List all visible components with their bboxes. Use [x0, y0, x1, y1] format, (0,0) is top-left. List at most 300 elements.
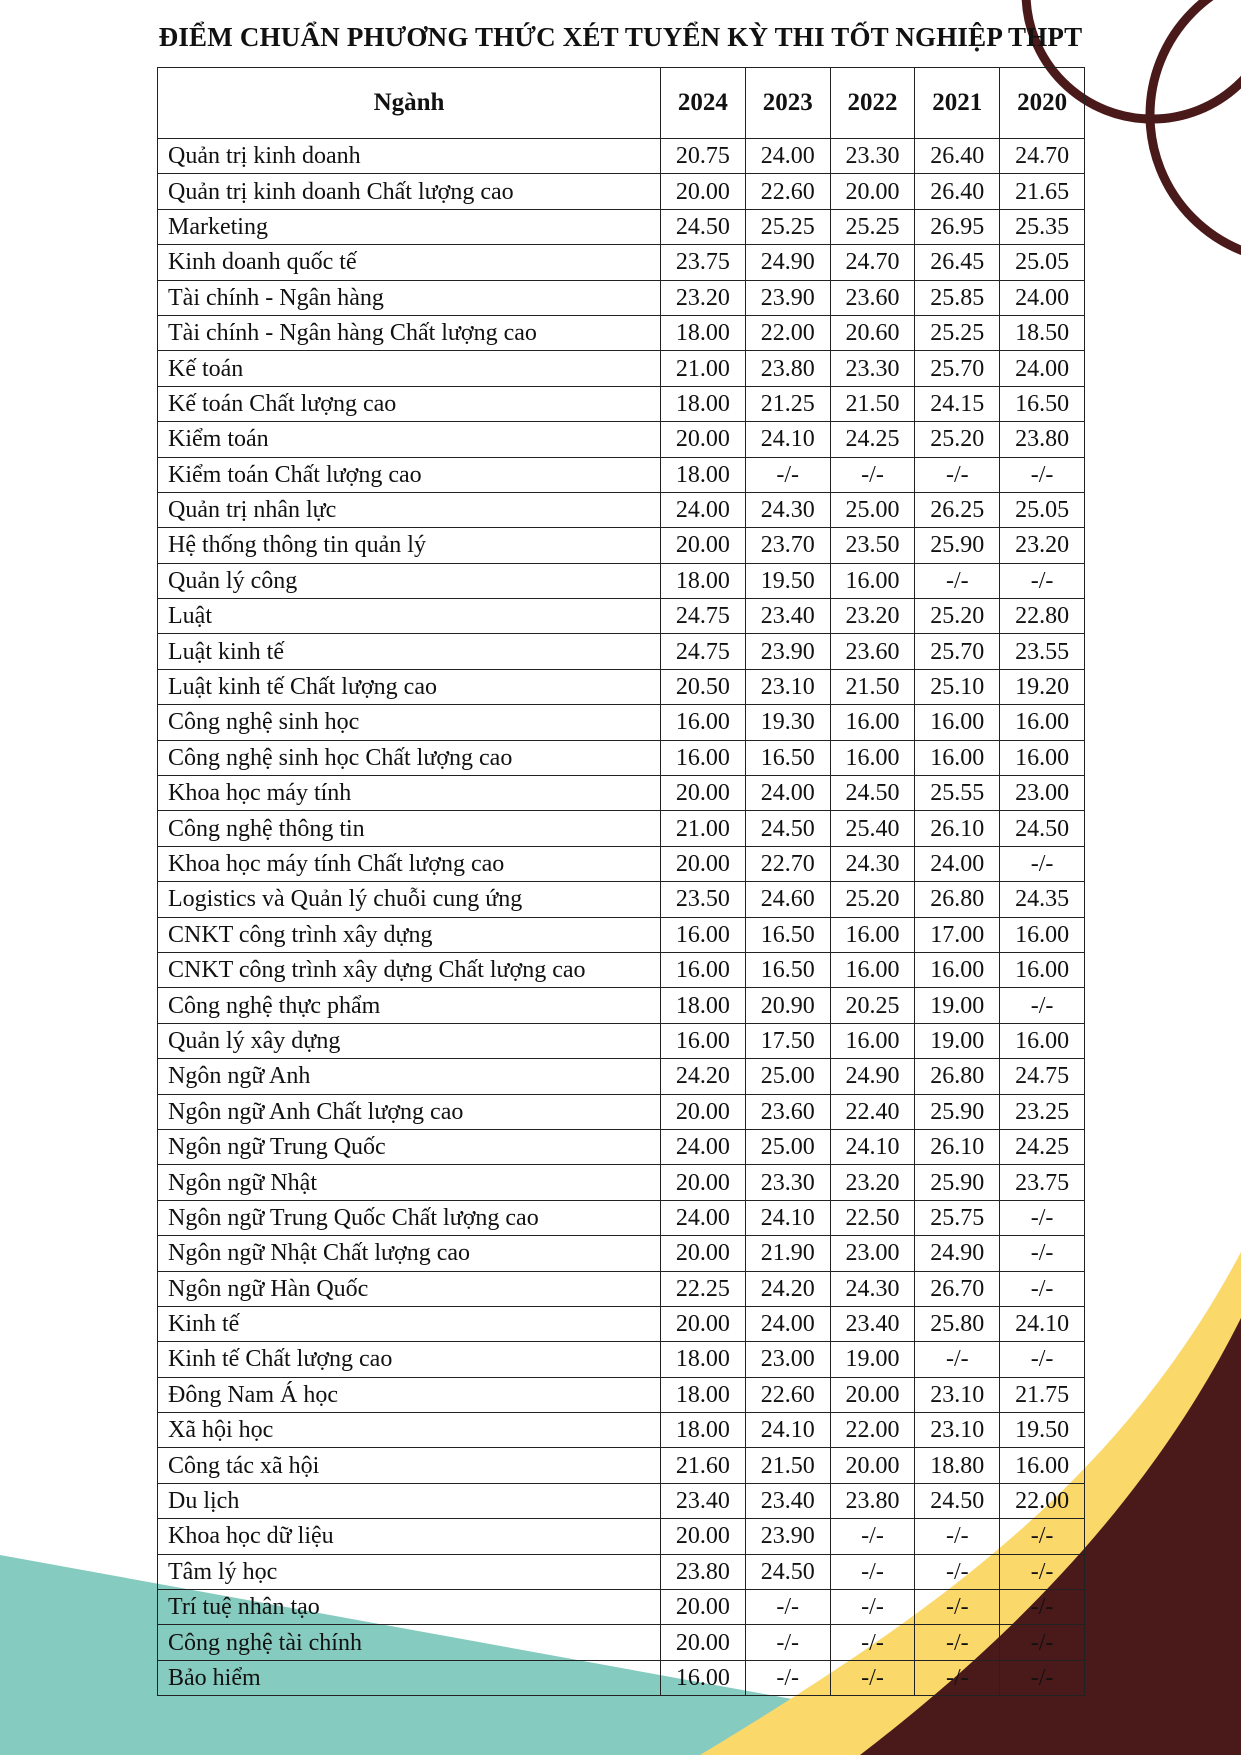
- score-cell: 18.80: [915, 1448, 1000, 1483]
- header-year: 2024: [661, 68, 746, 139]
- major-name-cell: Ngôn ngữ Anh: [158, 1059, 661, 1094]
- score-cell: 16.00: [1000, 1023, 1085, 1058]
- score-cell: 20.75: [661, 139, 746, 174]
- score-cell: 23.20: [830, 599, 915, 634]
- score-cell: 24.50: [745, 1554, 830, 1589]
- table-header-row: [158, 68, 1085, 139]
- major-name-cell: Quản lý xây dựng: [158, 1023, 661, 1058]
- score-cell: 26.25: [915, 492, 1000, 527]
- major-name-cell: Tài chính - Ngân hàng Chất lượng cao: [158, 315, 661, 350]
- score-cell: 23.50: [661, 882, 746, 917]
- score-cell: -/-: [1000, 1271, 1085, 1306]
- score-cell: 23.10: [915, 1377, 1000, 1412]
- score-cell: 24.15: [915, 386, 1000, 421]
- score-cell: 16.00: [915, 952, 1000, 987]
- table-row: [158, 386, 1085, 421]
- score-cell: 23.40: [745, 599, 830, 634]
- score-cell: 20.00: [661, 174, 746, 209]
- score-cell: 22.60: [745, 1377, 830, 1412]
- major-name-cell: Công nghệ sinh học Chất lượng cao: [158, 740, 661, 775]
- score-cell: 23.60: [745, 1094, 830, 1129]
- score-cell: 25.00: [745, 1129, 830, 1164]
- major-name-cell: Công nghệ thông tin: [158, 811, 661, 846]
- score-cell: 18.00: [661, 988, 746, 1023]
- score-cell: 24.10: [745, 422, 830, 457]
- score-cell: -/-: [1000, 1200, 1085, 1235]
- score-cell: 21.60: [661, 1448, 746, 1483]
- score-cell: 23.40: [830, 1306, 915, 1341]
- score-cell: 24.20: [745, 1271, 830, 1306]
- score-cell: 24.50: [745, 811, 830, 846]
- score-cell: 24.25: [830, 422, 915, 457]
- score-cell: 21.75: [1000, 1377, 1085, 1412]
- score-cell: 20.00: [661, 1590, 746, 1625]
- table-row: [158, 174, 1085, 209]
- table-row: [158, 245, 1085, 280]
- score-cell: -/-: [1000, 1342, 1085, 1377]
- score-cell: 24.00: [745, 1306, 830, 1341]
- score-cell: 20.00: [661, 1094, 746, 1129]
- score-cell: 24.00: [1000, 351, 1085, 386]
- score-cell: 19.00: [915, 1023, 1000, 1058]
- score-cell: 16.00: [830, 740, 915, 775]
- score-cell: 24.75: [661, 634, 746, 669]
- major-name-cell: Kinh tế: [158, 1306, 661, 1341]
- major-name-cell: Công nghệ tài chính: [158, 1625, 661, 1660]
- score-cell: 18.00: [661, 1413, 746, 1448]
- score-cell: 26.10: [915, 1129, 1000, 1164]
- score-cell: 21.25: [745, 386, 830, 421]
- score-cell: 20.00: [661, 528, 746, 563]
- score-cell: -/-: [830, 1554, 915, 1589]
- score-cell: 25.90: [915, 528, 1000, 563]
- table-row: [158, 1625, 1085, 1660]
- score-cell: -/-: [830, 1519, 915, 1554]
- table-row: [158, 422, 1085, 457]
- score-cell: 20.00: [661, 1165, 746, 1200]
- major-name-cell: Quản trị kinh doanh Chất lượng cao: [158, 174, 661, 209]
- score-cell: 20.00: [830, 1448, 915, 1483]
- table-row: [158, 634, 1085, 669]
- score-cell: 25.25: [745, 209, 830, 244]
- score-cell: 19.00: [915, 988, 1000, 1023]
- major-name-cell: Bảo hiểm: [158, 1660, 661, 1695]
- score-cell: -/-: [745, 1625, 830, 1660]
- score-cell: 21.90: [745, 1236, 830, 1271]
- major-name-cell: Quản lý công: [158, 563, 661, 598]
- score-cell: 20.90: [745, 988, 830, 1023]
- score-cell: 24.30: [830, 846, 915, 881]
- table-row: [158, 1059, 1085, 1094]
- score-cell: 16.00: [1000, 917, 1085, 952]
- score-cell: -/-: [1000, 457, 1085, 492]
- score-cell: 24.50: [830, 776, 915, 811]
- score-cell: 20.60: [830, 315, 915, 350]
- score-cell: 26.40: [915, 139, 1000, 174]
- score-cell: 25.05: [1000, 492, 1085, 527]
- score-cell: 23.00: [1000, 776, 1085, 811]
- score-cell: 25.40: [830, 811, 915, 846]
- score-cell: 18.00: [661, 563, 746, 598]
- score-cell: 23.75: [661, 245, 746, 280]
- table-row: [158, 776, 1085, 811]
- major-name-cell: Khoa học dữ liệu: [158, 1519, 661, 1554]
- score-cell: 25.25: [830, 209, 915, 244]
- major-name-cell: Logistics và Quản lý chuỗi cung ứng: [158, 882, 661, 917]
- table-row: [158, 1165, 1085, 1200]
- major-name-cell: Luật kinh tế Chất lượng cao: [158, 669, 661, 704]
- score-cell: 23.80: [745, 351, 830, 386]
- score-cell: 23.80: [1000, 422, 1085, 457]
- score-cell: 18.00: [661, 1377, 746, 1412]
- score-cell: 23.20: [661, 280, 746, 315]
- score-cell: 25.20: [915, 422, 1000, 457]
- major-name-cell: Luật kinh tế: [158, 634, 661, 669]
- major-name-cell: Ngôn ngữ Nhật Chất lượng cao: [158, 1236, 661, 1271]
- table-body: [158, 139, 1085, 1696]
- score-cell: 24.00: [661, 1129, 746, 1164]
- score-cell: 22.00: [745, 315, 830, 350]
- score-cell: 23.60: [830, 280, 915, 315]
- score-cell: 16.50: [745, 952, 830, 987]
- table-row: [158, 1554, 1085, 1589]
- score-cell: -/-: [915, 563, 1000, 598]
- score-cell: 23.10: [915, 1413, 1000, 1448]
- score-cell: 19.00: [830, 1342, 915, 1377]
- table-row: [158, 457, 1085, 492]
- score-cell: 24.00: [661, 1200, 746, 1235]
- major-name-cell: Công nghệ sinh học: [158, 705, 661, 740]
- major-name-cell: Luật: [158, 599, 661, 634]
- score-cell: -/-: [915, 1590, 1000, 1625]
- major-name-cell: Xã hội học: [158, 1413, 661, 1448]
- header-year: 2021: [915, 68, 1000, 139]
- score-cell: 16.00: [830, 952, 915, 987]
- score-cell: 23.10: [745, 669, 830, 704]
- table-row: [158, 1023, 1085, 1058]
- score-cell: 24.30: [745, 492, 830, 527]
- major-name-cell: Quản trị nhân lực: [158, 492, 661, 527]
- score-cell: 24.50: [661, 209, 746, 244]
- score-cell: 23.40: [745, 1483, 830, 1518]
- table-row: [158, 917, 1085, 952]
- score-cell: 19.50: [1000, 1413, 1085, 1448]
- header-year: 2023: [745, 68, 830, 139]
- major-name-cell: Quản trị kinh doanh: [158, 139, 661, 174]
- score-cell: 26.40: [915, 174, 1000, 209]
- table-row: [158, 563, 1085, 598]
- score-cell: 23.55: [1000, 634, 1085, 669]
- score-cell: 26.10: [915, 811, 1000, 846]
- major-name-cell: Kế toán Chất lượng cao: [158, 386, 661, 421]
- score-cell: 17.00: [915, 917, 1000, 952]
- score-cell: 16.00: [661, 740, 746, 775]
- score-cell: 16.00: [830, 917, 915, 952]
- score-cell: -/-: [1000, 563, 1085, 598]
- score-cell: 23.50: [830, 528, 915, 563]
- table-row: [158, 1129, 1085, 1164]
- score-cell: 20.00: [830, 174, 915, 209]
- major-name-cell: Ngôn ngữ Trung Quốc: [158, 1129, 661, 1164]
- major-name-cell: Kiểm toán: [158, 422, 661, 457]
- table-row: [158, 1413, 1085, 1448]
- major-name-cell: Tài chính - Ngân hàng: [158, 280, 661, 315]
- score-cell: 22.00: [830, 1413, 915, 1448]
- score-cell: 23.30: [830, 351, 915, 386]
- score-cell: 21.50: [745, 1448, 830, 1483]
- score-cell: 24.50: [1000, 811, 1085, 846]
- score-cell: 17.50: [745, 1023, 830, 1058]
- score-cell: 26.80: [915, 882, 1000, 917]
- score-cell: 16.00: [1000, 1448, 1085, 1483]
- major-name-cell: Marketing: [158, 209, 661, 244]
- major-name-cell: Ngôn ngữ Nhật: [158, 1165, 661, 1200]
- score-cell: -/-: [915, 1519, 1000, 1554]
- score-cell: 20.00: [661, 846, 746, 881]
- score-cell: 16.50: [745, 740, 830, 775]
- header-major: Ngành: [158, 68, 661, 139]
- score-cell: 24.00: [745, 776, 830, 811]
- score-cell: -/-: [830, 1660, 915, 1695]
- score-cell: 20.00: [661, 776, 746, 811]
- score-cell: 24.10: [745, 1200, 830, 1235]
- score-cell: 25.70: [915, 351, 1000, 386]
- score-cell: 23.90: [745, 634, 830, 669]
- score-cell: 26.95: [915, 209, 1000, 244]
- score-cell: -/-: [1000, 1590, 1085, 1625]
- score-cell: 21.50: [830, 386, 915, 421]
- major-name-cell: Khoa học máy tính Chất lượng cao: [158, 846, 661, 881]
- table-row: [158, 1094, 1085, 1129]
- score-cell: 24.90: [830, 1059, 915, 1094]
- score-cell: 25.90: [915, 1165, 1000, 1200]
- table-row: [158, 1271, 1085, 1306]
- score-cell: 21.00: [661, 351, 746, 386]
- score-cell: 24.10: [745, 1413, 830, 1448]
- score-cell: 20.00: [661, 1306, 746, 1341]
- score-cell: 25.00: [830, 492, 915, 527]
- score-cell: 16.00: [661, 952, 746, 987]
- score-cell: 24.35: [1000, 882, 1085, 917]
- score-cell: 23.80: [830, 1483, 915, 1518]
- score-cell: 25.05: [1000, 245, 1085, 280]
- score-cell: 16.00: [661, 1023, 746, 1058]
- score-cell: 23.30: [830, 139, 915, 174]
- score-cell: -/-: [1000, 1554, 1085, 1589]
- score-cell: 21.65: [1000, 174, 1085, 209]
- major-name-cell: Khoa học máy tính: [158, 776, 661, 811]
- score-cell: -/-: [830, 1625, 915, 1660]
- score-cell: 25.20: [830, 882, 915, 917]
- score-cell: 16.00: [661, 917, 746, 952]
- score-cell: 18.00: [661, 315, 746, 350]
- score-cell: -/-: [1000, 846, 1085, 881]
- table-row: [158, 811, 1085, 846]
- table-row: [158, 209, 1085, 244]
- score-cell: -/-: [915, 457, 1000, 492]
- header-year: 2020: [1000, 68, 1085, 139]
- table-row: [158, 599, 1085, 634]
- score-cell: -/-: [745, 457, 830, 492]
- major-name-cell: Ngôn ngữ Anh Chất lượng cao: [158, 1094, 661, 1129]
- score-cell: 23.80: [661, 1554, 746, 1589]
- score-cell: 16.00: [915, 705, 1000, 740]
- score-cell: 20.25: [830, 988, 915, 1023]
- cutoff-score-table: [157, 67, 1085, 1696]
- score-cell: -/-: [915, 1625, 1000, 1660]
- score-cell: 24.70: [1000, 139, 1085, 174]
- table-row: [158, 705, 1085, 740]
- score-cell: 23.60: [830, 634, 915, 669]
- major-name-cell: Hệ thống thông tin quản lý: [158, 528, 661, 563]
- major-name-cell: CNKT công trình xây dựng Chất lượng cao: [158, 952, 661, 987]
- header-year: 2022: [830, 68, 915, 139]
- score-cell: 25.70: [915, 634, 1000, 669]
- table-row: [158, 1483, 1085, 1518]
- score-cell: 24.60: [745, 882, 830, 917]
- score-cell: 24.25: [1000, 1129, 1085, 1164]
- score-cell: 23.90: [745, 280, 830, 315]
- score-cell: 25.00: [745, 1059, 830, 1094]
- score-cell: 16.00: [1000, 705, 1085, 740]
- score-cell: 16.00: [915, 740, 1000, 775]
- major-name-cell: Kiểm toán Chất lượng cao: [158, 457, 661, 492]
- score-cell: 19.20: [1000, 669, 1085, 704]
- major-name-cell: Tâm lý học: [158, 1554, 661, 1589]
- major-name-cell: CNKT công trình xây dựng: [158, 917, 661, 952]
- score-cell: 24.00: [1000, 280, 1085, 315]
- table-row: [158, 1519, 1085, 1554]
- table-row: [158, 1200, 1085, 1235]
- score-cell: 20.00: [830, 1377, 915, 1412]
- score-cell: 16.00: [661, 705, 746, 740]
- score-cell: -/-: [1000, 1660, 1085, 1695]
- page-title: ĐIỂM CHUẨN PHƯƠNG THỨC XÉT TUYỂN KỲ THI TỐT NGHIỆP THPT: [158, 22, 1083, 52]
- score-cell: 22.25: [661, 1271, 746, 1306]
- score-cell: 21.50: [830, 669, 915, 704]
- score-cell: 23.30: [745, 1165, 830, 1200]
- table-row: [158, 1448, 1085, 1483]
- score-cell: 22.80: [1000, 599, 1085, 634]
- score-cell: 20.00: [661, 1625, 746, 1660]
- major-name-cell: Kế toán: [158, 351, 661, 386]
- score-cell: 26.70: [915, 1271, 1000, 1306]
- score-cell: 16.00: [661, 1660, 746, 1695]
- score-cell: 24.70: [830, 245, 915, 280]
- score-cell: -/-: [1000, 1236, 1085, 1271]
- score-cell: 22.70: [745, 846, 830, 881]
- score-cell: 23.00: [830, 1236, 915, 1271]
- major-name-cell: Kinh doanh quốc tế: [158, 245, 661, 280]
- score-cell: 22.60: [745, 174, 830, 209]
- score-cell: -/-: [745, 1590, 830, 1625]
- score-cell: 23.90: [745, 1519, 830, 1554]
- score-cell: 24.10: [830, 1129, 915, 1164]
- score-cell: 25.20: [915, 599, 1000, 634]
- score-cell: 16.00: [830, 1023, 915, 1058]
- score-cell: 16.50: [745, 917, 830, 952]
- major-name-cell: Ngôn ngữ Hàn Quốc: [158, 1271, 661, 1306]
- score-cell: 18.00: [661, 457, 746, 492]
- score-cell: 16.00: [1000, 740, 1085, 775]
- score-cell: 24.90: [745, 245, 830, 280]
- table-row: [158, 1236, 1085, 1271]
- table-row: [158, 280, 1085, 315]
- table-row: [158, 669, 1085, 704]
- score-cell: 24.75: [661, 599, 746, 634]
- score-cell: 25.90: [915, 1094, 1000, 1129]
- score-cell: 23.20: [1000, 528, 1085, 563]
- table-row: [158, 492, 1085, 527]
- table-row: [158, 1590, 1085, 1625]
- score-cell: 16.00: [830, 705, 915, 740]
- score-cell: 23.70: [745, 528, 830, 563]
- score-cell: 23.75: [1000, 1165, 1085, 1200]
- score-cell: -/-: [830, 457, 915, 492]
- score-cell: 20.00: [661, 1519, 746, 1554]
- major-name-cell: Du lịch: [158, 1483, 661, 1518]
- table-row: [158, 351, 1085, 386]
- score-cell: 25.25: [915, 315, 1000, 350]
- table-row: [158, 988, 1085, 1023]
- major-name-cell: Kinh tế Chất lượng cao: [158, 1342, 661, 1377]
- score-cell: 21.00: [661, 811, 746, 846]
- score-cell: 23.40: [661, 1483, 746, 1518]
- table-row: [158, 1342, 1085, 1377]
- score-cell: 24.50: [915, 1483, 1000, 1518]
- score-cell: 24.00: [745, 139, 830, 174]
- score-cell: 26.45: [915, 245, 1000, 280]
- score-cell: 23.00: [745, 1342, 830, 1377]
- table-row: [158, 139, 1085, 174]
- major-name-cell: Công tác xã hội: [158, 1448, 661, 1483]
- score-cell: 20.00: [661, 422, 746, 457]
- score-cell: 18.50: [1000, 315, 1085, 350]
- major-name-cell: Trí tuệ nhân tạo: [158, 1590, 661, 1625]
- table-row: [158, 1377, 1085, 1412]
- score-cell: 23.25: [1000, 1094, 1085, 1129]
- score-cell: 18.00: [661, 386, 746, 421]
- table-row: [158, 1306, 1085, 1341]
- score-cell: 22.40: [830, 1094, 915, 1129]
- score-cell: 19.50: [745, 563, 830, 598]
- score-cell: -/-: [1000, 988, 1085, 1023]
- major-name-cell: Công nghệ thực phẩm: [158, 988, 661, 1023]
- score-cell: 16.00: [830, 563, 915, 598]
- score-cell: 24.00: [915, 846, 1000, 881]
- score-cell: 24.20: [661, 1059, 746, 1094]
- score-cell: 22.00: [1000, 1483, 1085, 1518]
- table-row: [158, 740, 1085, 775]
- score-cell: 25.85: [915, 280, 1000, 315]
- major-name-cell: Đông Nam Á học: [158, 1377, 661, 1412]
- score-cell: 26.80: [915, 1059, 1000, 1094]
- table-row: [158, 528, 1085, 563]
- score-cell: -/-: [915, 1660, 1000, 1695]
- score-cell: 20.50: [661, 669, 746, 704]
- score-cell: 18.00: [661, 1342, 746, 1377]
- score-cell: -/-: [915, 1554, 1000, 1589]
- score-cell: 22.50: [830, 1200, 915, 1235]
- score-cell: 24.30: [830, 1271, 915, 1306]
- score-cell: -/-: [745, 1660, 830, 1695]
- major-name-cell: Ngôn ngữ Trung Quốc Chất lượng cao: [158, 1200, 661, 1235]
- score-cell: 25.80: [915, 1306, 1000, 1341]
- score-cell: 16.50: [1000, 386, 1085, 421]
- table-row: [158, 882, 1085, 917]
- score-cell: 25.35: [1000, 209, 1085, 244]
- score-cell: 25.55: [915, 776, 1000, 811]
